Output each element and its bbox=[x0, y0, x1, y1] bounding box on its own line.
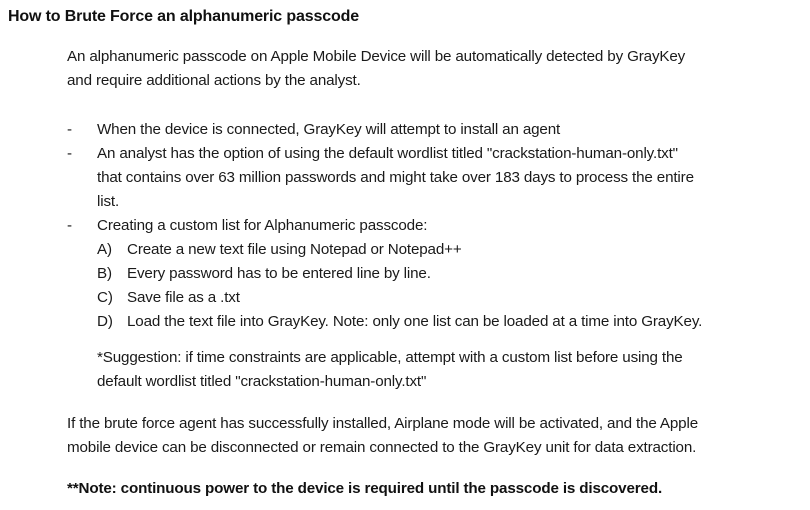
intro-line: An alphanumeric passcode on Apple Mobile Device will be automatically detected by GrayKey bbox=[67, 48, 686, 65]
dash-bullet-icon: - bbox=[67, 217, 72, 234]
bullet-text: An analyst has the option of using the default wordlist titled "crackstation-human-only.txt" bbox=[97, 145, 678, 162]
outro-line: If the brute force agent has successfully installed, Airplane mode will be activated, and the Apple bbox=[67, 415, 699, 432]
bullet-text: list. bbox=[97, 193, 120, 210]
suggestion-line: default wordlist titled "crackstation-human-only.txt" bbox=[97, 373, 427, 390]
step-letter: A) bbox=[97, 241, 112, 258]
dash-bullet-icon: - bbox=[67, 121, 72, 138]
intro-line: and require additional actions by the analyst. bbox=[67, 72, 361, 89]
bullet-text: Creating a custom list for Alphanumeric passcode: bbox=[97, 217, 428, 234]
bullet-text: that contains over 63 million passwords and might take over 183 days to process the entire bbox=[97, 169, 694, 186]
bullet-text: When the device is connected, GrayKey will attempt to install an agent bbox=[97, 121, 561, 138]
step-text: Save file as a .txt bbox=[127, 289, 240, 306]
suggestion-line: *Suggestion: if time constraints are applicable, attempt with a custom list before using the bbox=[97, 349, 683, 366]
power-note: **Note: continuous power to the device is required until the passcode is discovered. bbox=[67, 480, 663, 497]
step-letter: B) bbox=[97, 265, 112, 282]
step-text: Every password has to be entered line by line. bbox=[127, 265, 431, 282]
step-text: Load the text file into GrayKey. Note: only one list can be loaded at a time into GrayKey. bbox=[127, 313, 703, 330]
step-letter: D) bbox=[97, 313, 113, 330]
step-letter: C) bbox=[97, 289, 113, 306]
document-heading: How to Brute Force an alphanumeric passcode bbox=[8, 8, 359, 25]
dash-bullet-icon: - bbox=[67, 145, 72, 162]
step-text: Create a new text file using Notepad or Notepad++ bbox=[127, 241, 462, 258]
outro-line: mobile device can be disconnected or remain connected to the GrayKey unit for data extraction. bbox=[67, 439, 697, 456]
